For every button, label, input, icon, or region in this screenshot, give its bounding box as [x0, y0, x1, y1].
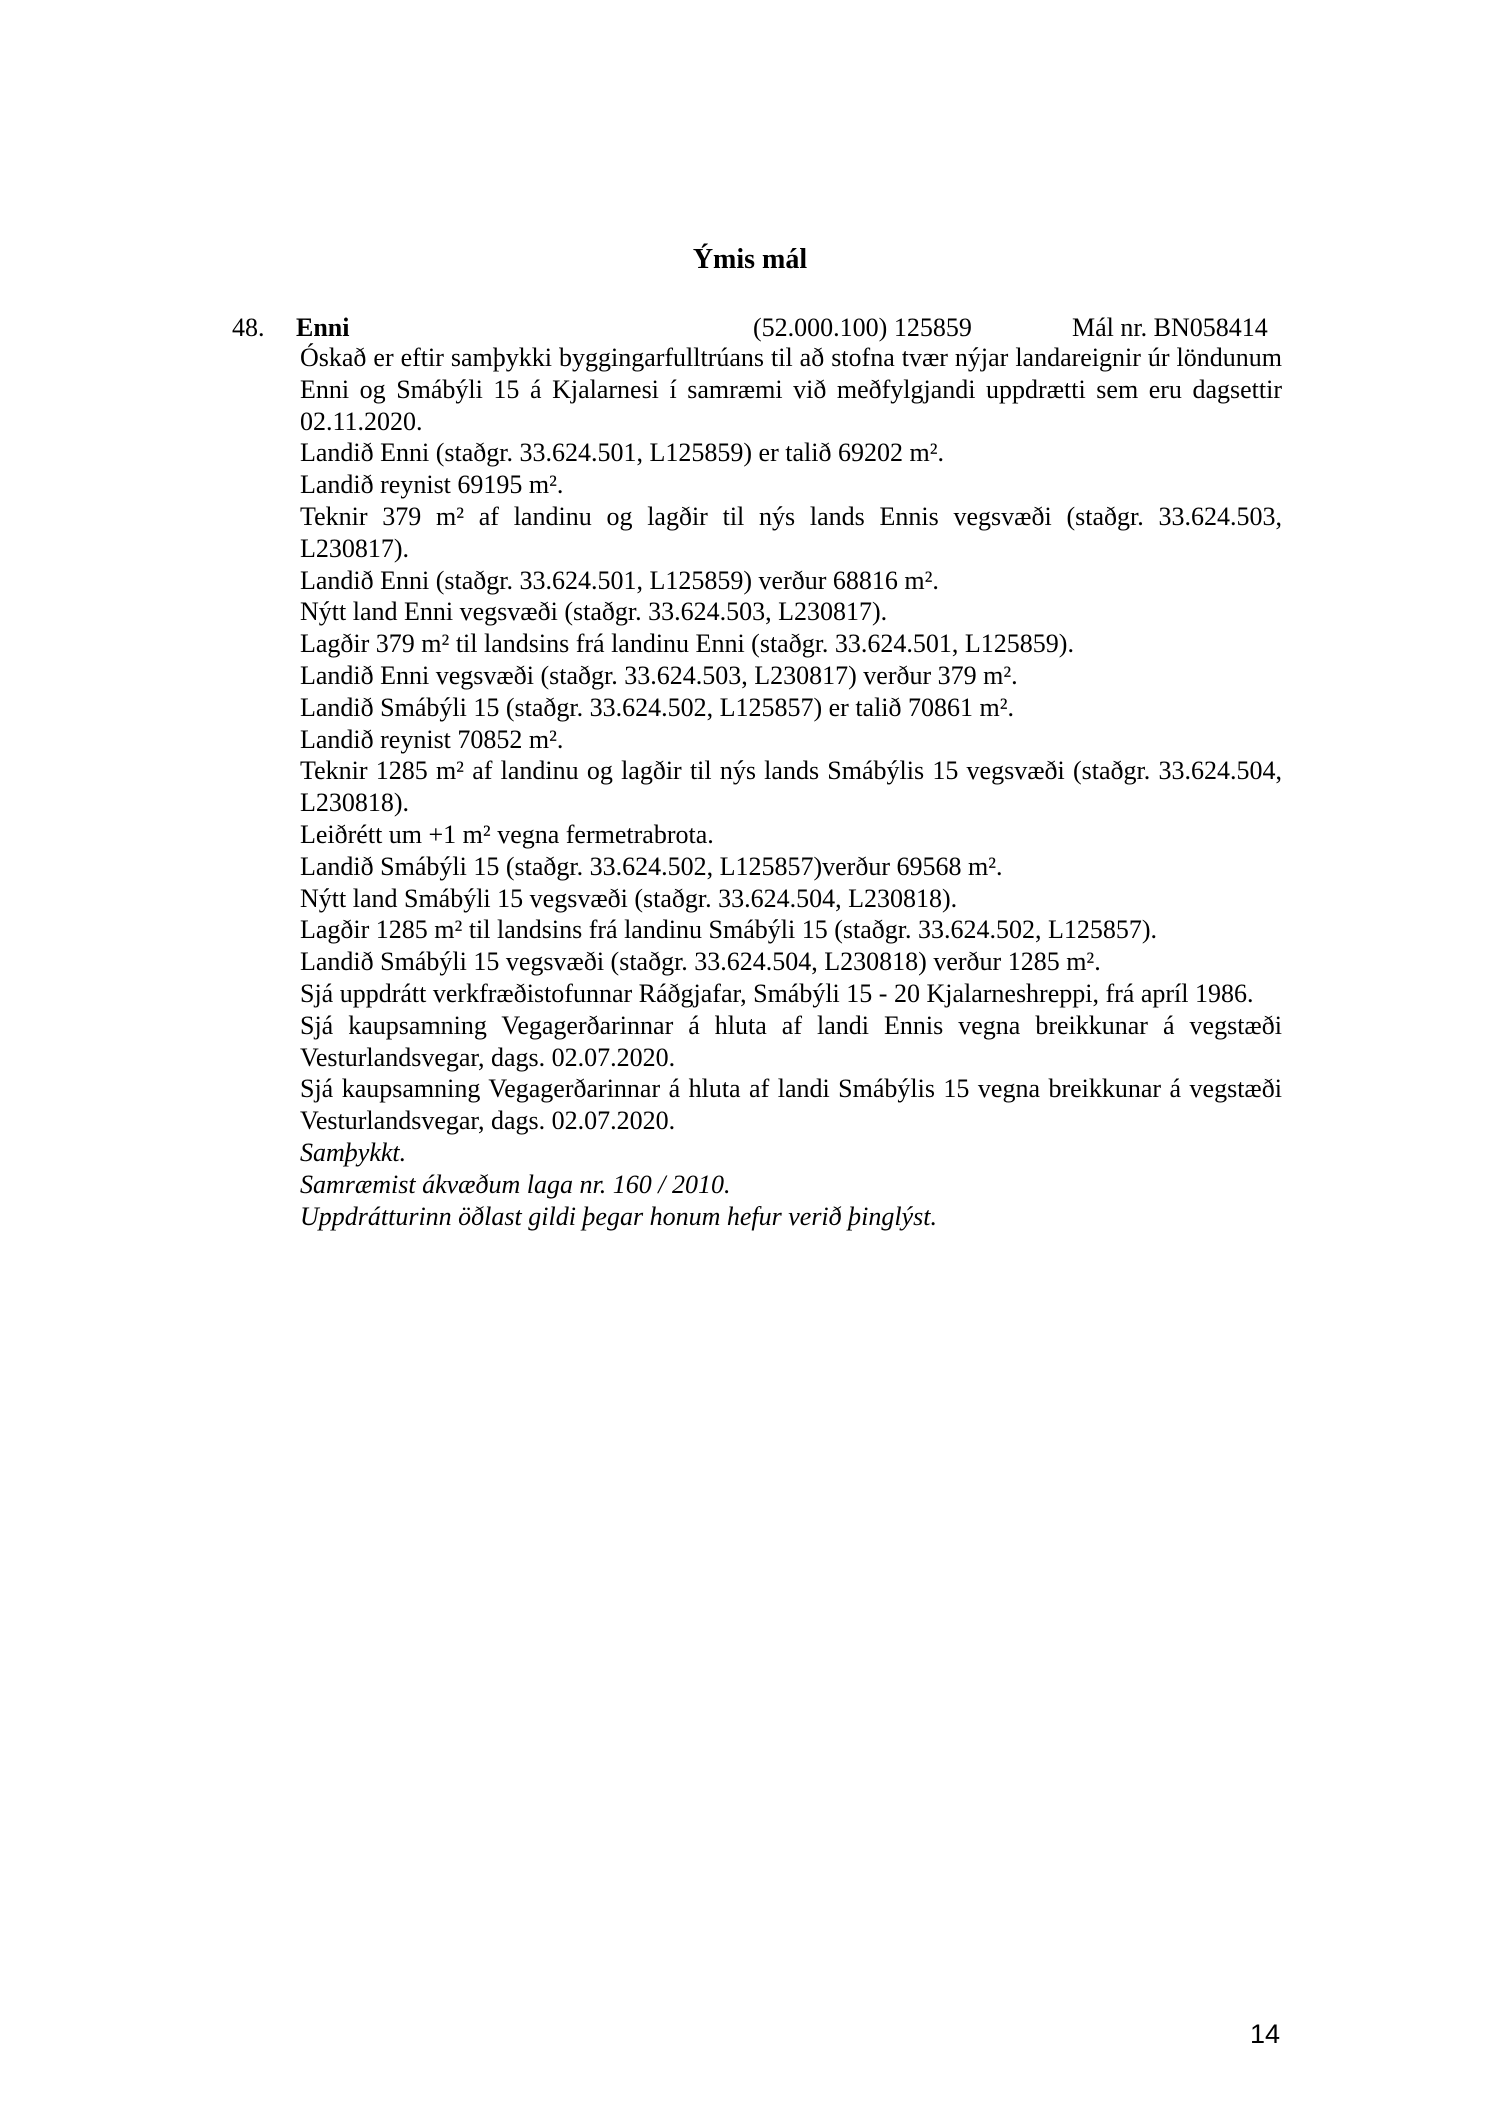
- case-name: Enni: [296, 313, 350, 342]
- page-number: 14: [1249, 2019, 1280, 2049]
- case-header: [0, 311, 1500, 345]
- case-body: [300, 342, 1282, 1232]
- case-number: 48.: [232, 313, 265, 342]
- case-reference: (52.000.100) 125859: [753, 313, 972, 342]
- case-paragraph: Nýtt land Enni vegsvæði (staðgr. 33.624.503, L230817).: [300, 597, 888, 627]
- page-title: Ýmis mál: [692, 244, 808, 275]
- case-paragraph: Landið Smábýli 15 (staðgr. 33.624.502, L125857)verður 69568 m².: [300, 851, 1003, 881]
- case-paragraph: Óskað er eftir samþykki byggingarfulltrúans til að stofna tvær nýjar landareignir úr löndunum Enni og Smábýli 15 á Kjalarnesi í samræmi við meðfylgjandi uppdrætti sem eru dagsettir 02.11.2020.: [300, 343, 1282, 436]
- case-paragraph: Sjá kaupsamning Vegagerðarinnar á hluta af landi Ennis vegna breikkunar á vegstæði Vesturlandsvegar, dags. 02.07.2020.: [300, 1010, 1282, 1072]
- case-paragraph: Sjá kaupsamning Vegagerðarinnar á hluta af landi Smábýlis 15 vegna breikkunar á vegstæði Vesturlandsvegar, dags. 02.07.2020.: [300, 1074, 1282, 1136]
- case-paragraph: Leiðrétt um +1 m² vegna fermetrabrota.: [300, 819, 714, 849]
- decision-law-compliance: Samræmist ákvæðum laga nr. 160 / 2010.: [300, 1169, 731, 1199]
- case-paragraph: Teknir 1285 m² af landinu og lagðir til nýs lands Smábýlis 15 vegsvæði (staðgr. 33.624.504, L230818).: [300, 756, 1282, 818]
- case-paragraph: Landið Smábýli 15 (staðgr. 33.624.502, L125857) er talið 70861 m².: [300, 692, 1015, 722]
- case-paragraph: Landið Enni vegsvæði (staðgr. 33.624.503, L230817) verður 379 m².: [300, 660, 1018, 690]
- case-paragraph: Lagðir 1285 m² til landsins frá landinu Smábýli 15 (staðgr. 33.624.502, L125857).: [300, 915, 1158, 945]
- case-paragraph: Teknir 379 m² af landinu og lagðir til nýs lands Ennis vegsvæði (staðgr. 33.624.503, L230817).: [300, 501, 1282, 563]
- case-paragraph: Landið Enni (staðgr. 33.624.501, L125859) er talið 69202 m².: [300, 438, 944, 468]
- case-id: Mál nr. BN058414: [1072, 313, 1268, 342]
- case-paragraph: Landið reynist 70852 m².: [300, 724, 564, 754]
- decision-registration-note: Uppdrátturinn öðlast gildi þegar honum hefur verið þinglýst.: [300, 1201, 937, 1231]
- case-paragraph: Lagðir 379 m² til landsins frá landinu Enni (staðgr. 33.624.501, L125859).: [300, 629, 1074, 659]
- case-paragraph: Sjá uppdrátt verkfræðistofunnar Ráðgjafar, Smábýli 15 - 20 Kjalarneshreppi, frá apríl 1986.: [300, 978, 1254, 1008]
- decision-approved: Samþykkt.: [300, 1137, 407, 1167]
- case-paragraph: Landið Smábýli 15 vegsvæði (staðgr. 33.624.504, L230818) verður 1285 m².: [300, 947, 1101, 977]
- case-paragraph: Landið reynist 69195 m².: [300, 470, 564, 500]
- case-paragraph: Nýtt land Smábýli 15 vegsvæði (staðgr. 33.624.504, L230818).: [300, 883, 958, 913]
- case-paragraph: Landið Enni (staðgr. 33.624.501, L125859) verður 68816 m².: [300, 565, 939, 595]
